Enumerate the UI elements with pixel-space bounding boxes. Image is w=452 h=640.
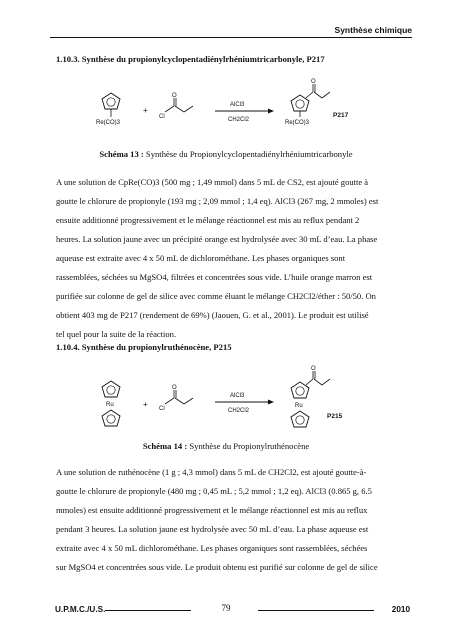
reagent-label: AlCl3 <box>230 393 245 399</box>
text-line: mmoles) est ensuite additionné progressivement et le mélange réactionnel est mis au reflux <box>56 505 368 515</box>
caption-number: Schéma 14 : <box>142 441 188 451</box>
section-heading-1-10-3: 1.10.3. Synthèse du propionylcyclopentadiénylrhéniumtricarbonyle, P217 <box>56 54 325 64</box>
footer-institution: U.P.M.C./U.S. <box>55 605 106 614</box>
text-line: heures. La solution jaune avec un précipité orange est hydrolysée avec 30 mL d’eau. La phase <box>56 234 378 244</box>
product-oxygen-label: O <box>311 366 316 372</box>
text-line: ensuite additionné progressivement et le mélange réactionnel est mis au reflux pendant 2 <box>56 215 360 225</box>
product-top-ring <box>291 371 330 398</box>
acyl-chloride-label: Cl <box>159 406 165 412</box>
section-heading-1-10-4: 1.10.4. Synthèse du propionylruthénocène, P215 <box>56 342 232 352</box>
ruthenocene-top-ring <box>102 381 120 397</box>
text-line: goutte le chlorure de propionyle (480 mg ; 0,45 mL ; 5,2 mmol ; 1,2 eq). AlCl3 (0.865 g, 6.5 <box>56 486 372 496</box>
procedure-paragraph-2 <box>56 463 408 577</box>
caption-number: Schéma 13 : <box>99 149 144 159</box>
reagent-label: AlCl3 <box>230 102 245 108</box>
footer-year: 2010 <box>391 605 410 614</box>
caption-text: Synthèse du Propionylruthénocène <box>187 441 310 451</box>
product-label: P215 <box>327 413 343 420</box>
page-number: 79 <box>221 603 231 613</box>
text-line: sur MgSO4 et concentrées sous vide. Le produit obtenu est purifié sur colonne de gel de silice <box>56 562 378 572</box>
reactant-metal-label: Ru <box>106 402 114 408</box>
product-metal-label: Ru <box>295 403 303 409</box>
text-line: aqueuse est extraite avec 4 x 50 mL de dichlorométhane. Les phases organiques sont <box>56 253 346 263</box>
product-metal-label: Re(CO)3 <box>285 120 310 126</box>
acyl-chloride-label: Cl <box>159 114 165 120</box>
text-line: A une solution de ruthénocène (1 g ; 4,3 mmol) dans 5 mL de CH2Cl2, est ajouté goutte-à- <box>56 467 367 477</box>
text-line: goutte le chlorure de propionyle (193 mg ; 2,09 mmol ; 1,4 eq). AlCl3 (267 mg, 2 mmoles) est <box>56 196 379 206</box>
text-line: pendant 3 heures. La solution jaune est hydrolysée avec 50 mL d’eau. La phase aqueuse est <box>56 524 369 534</box>
product-label: P217 <box>333 112 349 119</box>
caption-text: Synthèse du Propionylcyclopentadiénylrhéniumtricarbonyle <box>143 149 353 159</box>
text-line: extraite avec 4 x 50 mL dichlorométhane. Les phases organiques sont rassemblées, séchées <box>56 543 368 553</box>
text-line: A une solution de CpRe(CO)3 (500 mg ; 1,49 mmol) dans 5 mL de CS2, est ajouté goutte à <box>56 177 369 187</box>
solvent-label: CH2Cl2 <box>228 117 250 123</box>
text-line: tel quel pour la suite de la réaction. <box>56 329 177 339</box>
acyl-oxygen-label: O <box>172 385 177 391</box>
text-line: obtient 403 mg de P217 (rendement de 69%) (Jaouen, G. et al., 2001). Le produit est utilisé <box>56 310 369 320</box>
scheme-14-caption <box>0 441 452 451</box>
product-oxygen-label: O <box>311 79 316 85</box>
product-bottom-ring <box>291 411 309 427</box>
plus-sign: + <box>143 400 148 409</box>
propionyl-chloride <box>165 390 193 404</box>
plus-sign: + <box>143 106 148 115</box>
reactant-metal-label: Re(CO)3 <box>96 120 121 126</box>
solvent-label: CH2Cl2 <box>228 408 250 414</box>
text-line: rassemblées, séchées su MgSO4, filtrées et concentrées sous vide. L’huile orange marron est <box>56 272 373 282</box>
text-line: purifiée sur colonne de gel de silice avec comme éluant le mélange CH2Cl2/éther : 50/50. On <box>56 291 376 301</box>
running-header: Synthèse chimique <box>334 25 412 35</box>
arrow-head <box>268 400 274 405</box>
acyl-oxygen-label: O <box>172 93 177 99</box>
footer-rule-right <box>258 610 374 611</box>
ruthenocene-bottom-ring <box>102 410 120 426</box>
